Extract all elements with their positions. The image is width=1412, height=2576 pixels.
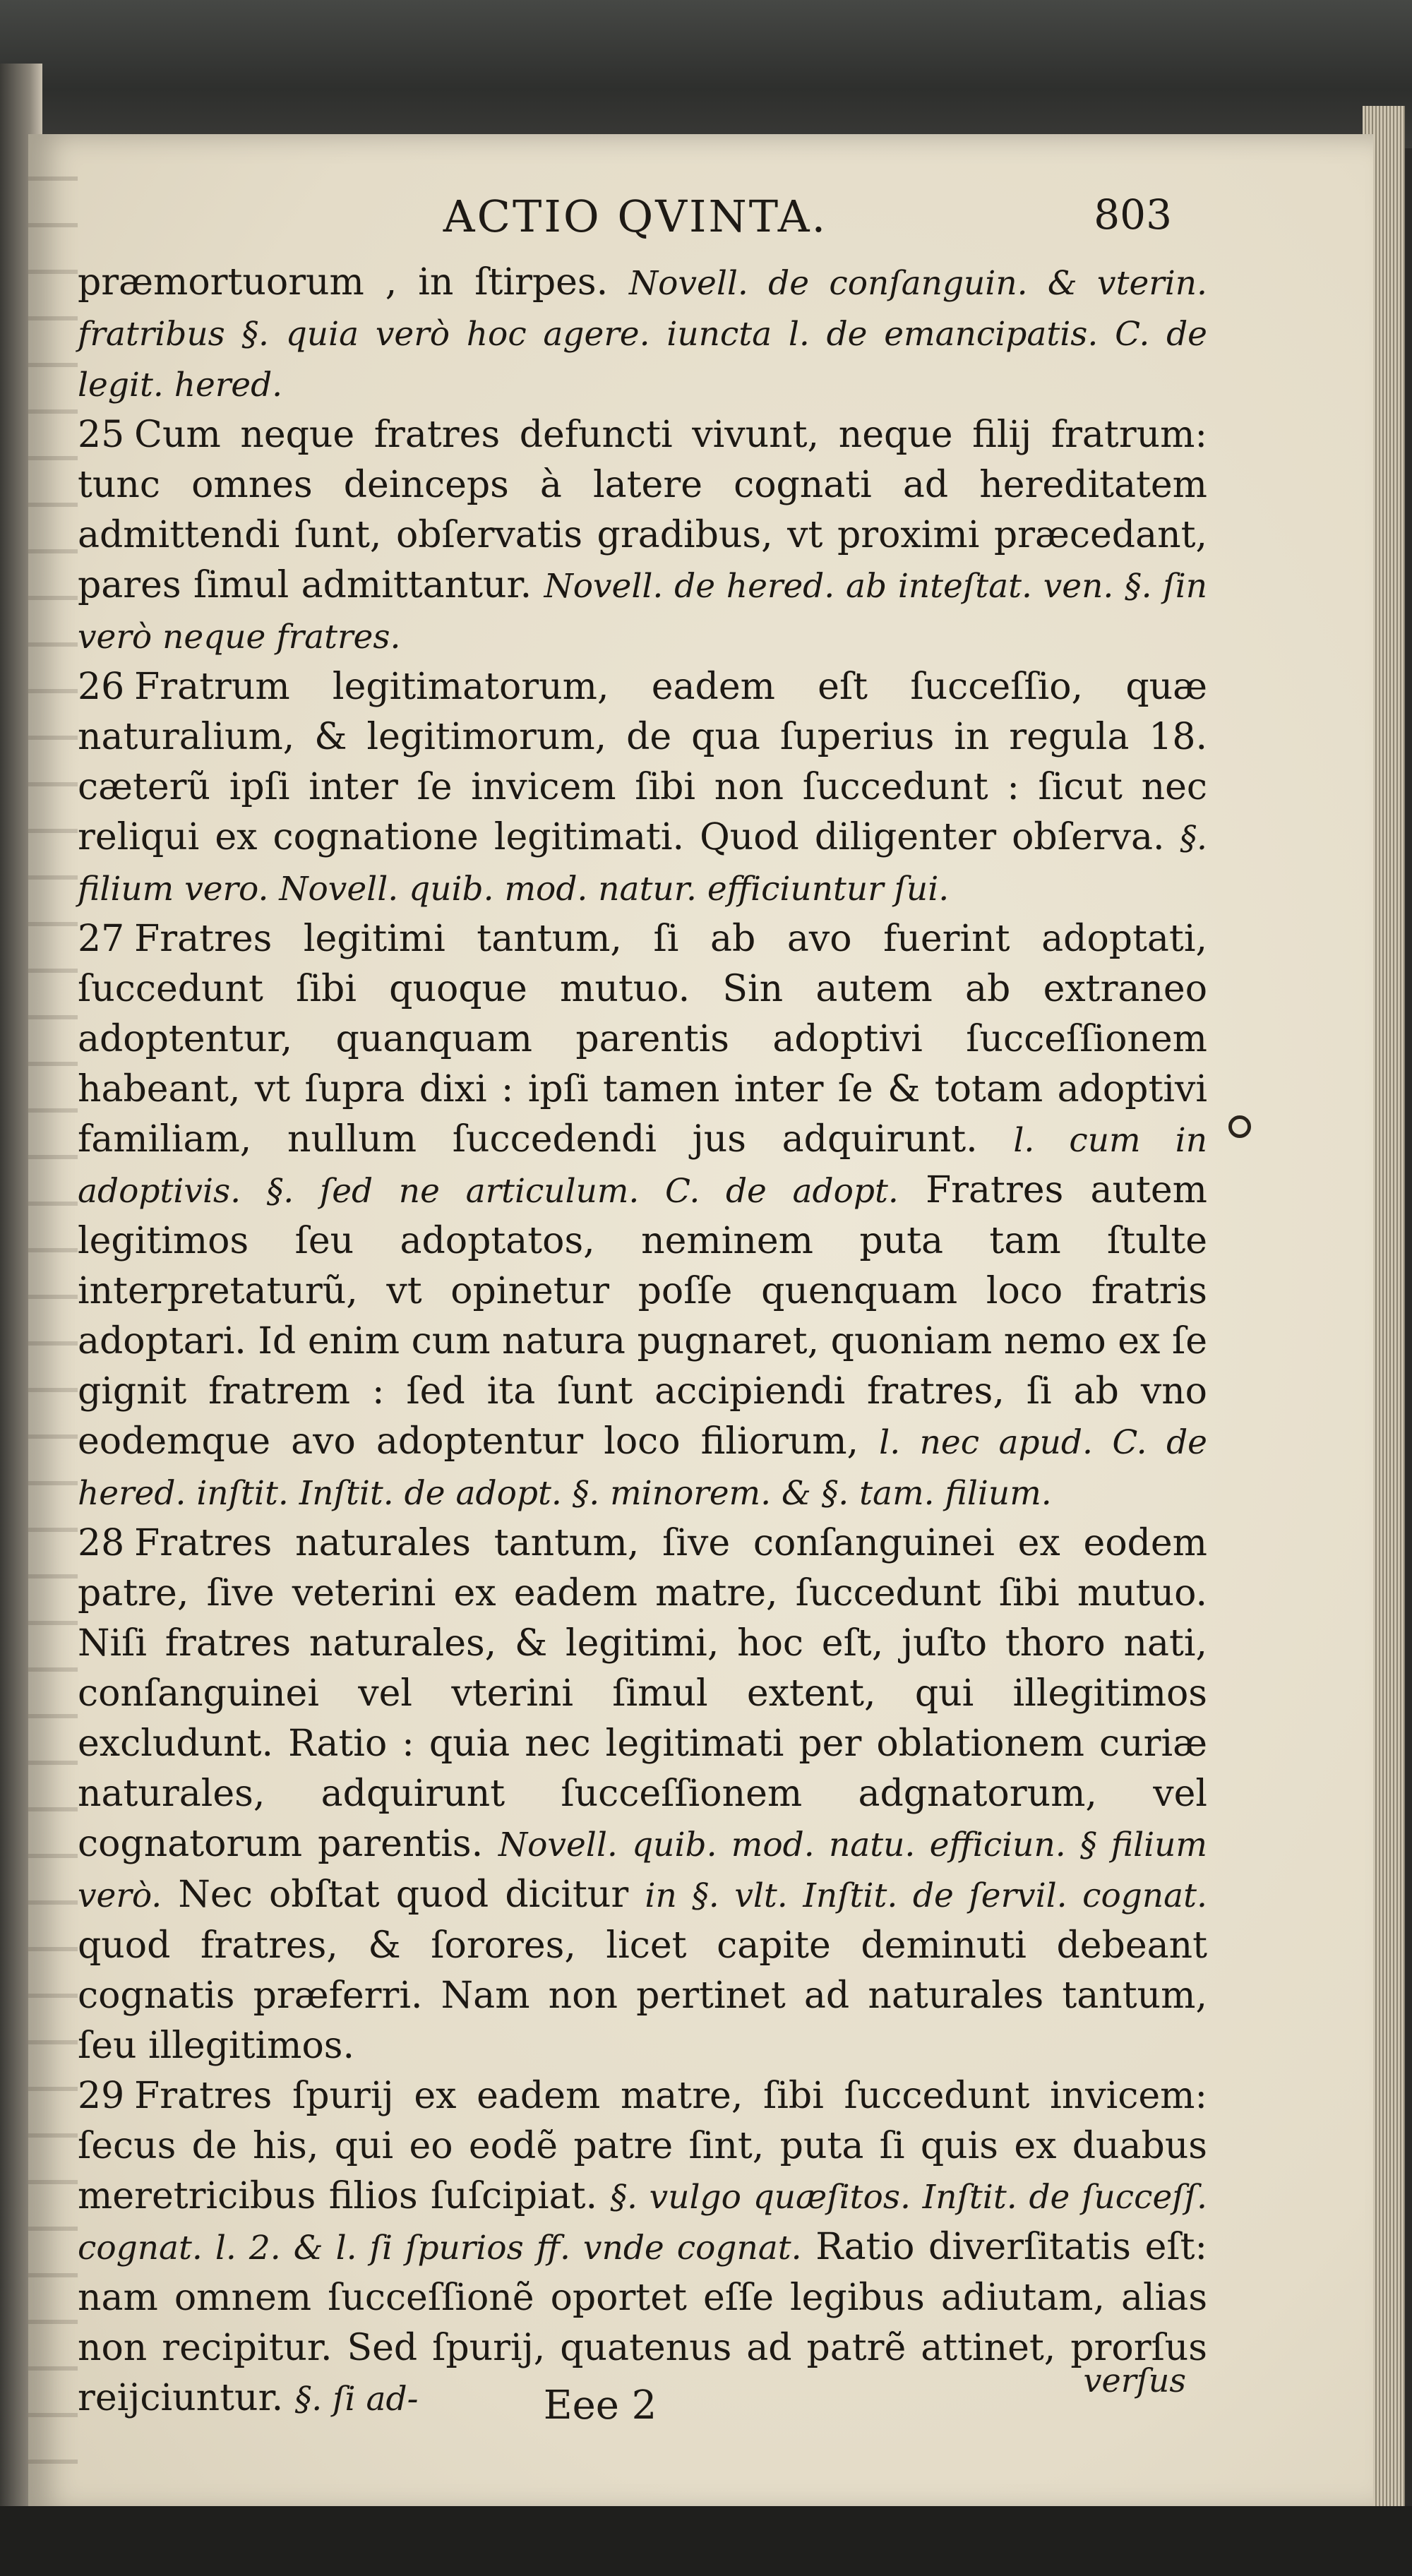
paragraph-text: præmortuorum , in ſtirpes. (78, 261, 630, 304)
paragraph-text: Fratres ſpurij ex eadem matre, ſibi ſuccedunt invicem: ſecus de his, qui eo eodẽ patre ſint, puta ſi quis ex duabus meretricibus filios ſuſcipiat. (78, 2075, 1207, 2217)
legal-citation: l. nec apud. C. de hered. inſtit. Inſtit. de adopt. §. minorem. & §. tam. filium. (78, 1423, 1207, 1513)
page-number: 803 (1094, 191, 1172, 239)
catchword: verſus (1083, 2361, 1186, 2400)
paragraph-26 (78, 662, 1207, 914)
legal-citation: Novell. quib. mod. natu. efficiun. § filium verò. (78, 1826, 1207, 1915)
legal-citation: §. ſi ad- (294, 2380, 419, 2419)
paragraph-number: 28 (78, 1522, 125, 1564)
page-footer (28, 2361, 1373, 2439)
paragraph-25 (78, 410, 1207, 662)
legal-citation: §. vulgo quæſitos. Inſtit. de ſucceſſ. cognat. l. 2. & l. ſi ſpurios ff. vnde cognat. (78, 2178, 1207, 2268)
legal-citation: Novell. de hered. ab inteſtat. ven. §. ſin verò neque fratres. (78, 567, 1208, 657)
legal-citation: in §. vlt. Inſtit. de ſervil. cognat. (645, 1876, 1207, 1915)
paragraph-text: Fratrum legitimatorum, eadem eſt ſucceſſio, quæ naturalium, & legitimorum, de qua ſuperius in regula 18. cæterũ ipſi inter ſe invicem ſibi non ſuccedunt : ſicut nec reliqui ex cognatione legitimati. Quod diligenter obſerva. (78, 666, 1207, 858)
paragraph-29 (78, 2071, 1207, 2424)
legal-citation: Novell. de conſanguin. & vterin. fratribus §. quia verò hoc agere. iuncta l. de emancipatis. C. de legit. hered. (78, 264, 1207, 405)
text-block (78, 258, 1207, 2424)
paragraph-27 (78, 914, 1207, 1518)
margin-circle-mark (1228, 1115, 1251, 1138)
signature-mark: Eee 2 (543, 2383, 657, 2428)
book-page (28, 134, 1373, 2513)
paragraph-text-continued: Fratres autem legitimos ſeu adoptatos, neminem puta tam ſtulte interpretaturũ, vt opinetur poſſe quenquam loco fratris adoptari. Id enim cum natura pugnaret, quoniam nemo ex ſe gignit fratrem : ſed ita ſunt accipiendi fratres, ſi ab vno eodemque avo adoptentur loco filiorum, (78, 1169, 1207, 1463)
paragraph-text: Cum neque fratres defuncti vivunt, neque filij fratrum: tunc omnes deinceps à latere cognati ad hereditatem admittendi ſunt, obſervatis gradibus, vt proximi præcedant, pares ſimul admittantur. (78, 414, 1207, 606)
paragraph-continuation (78, 258, 1207, 410)
scanner-bottom-band (0, 2506, 1412, 2576)
legal-citation: l. cum in adoptivis. §. ſed ne articulum. C. de adopt. (78, 1121, 1207, 1211)
running-head (28, 191, 1373, 247)
paragraph-28 (78, 1518, 1207, 2071)
paragraph-number: 27 (78, 918, 125, 960)
paragraph-text-continued: quod fratres, & ſorores, licet capite deminuti debeant cognatis præferri. Nam non pertinet ad naturales tantum, ſeu illegitimos. (78, 1924, 1207, 2067)
paragraph-text: Fratres naturales tantum, ſive conſanguinei ex eodem patre, ſive veterini ex eadem matre, ſuccedunt ſibi mutuo. Niſi fratres naturales, & legitimi, hoc eſt, juſto thoro nati, conſanguinei vel vterini ſimul extent, qui illegitimos excludunt. Ratio : quia nec legitimati per oblationem curiæ naturales, adquirunt ſucceſſionem adgnatorum, vel cognatorum parentis. (78, 1522, 1207, 1865)
paragraph-text-continued: Nec obſtat quod dicitur (162, 1874, 645, 1916)
paragraph-number: 25 (78, 414, 125, 456)
running-title: ACTIO QVINTA. (443, 191, 828, 242)
scanner-top-band (0, 0, 1412, 148)
legal-citation: §. filium vero. Novell. quib. mod. natur. efficiuntur ſui. (78, 819, 1207, 909)
paragraph-text: Fratres legitimi tantum, ſi ab avo fuerint adoptati, ſuccedunt ſibi quoque mutuo. Sin autem ab extraneo adoptentur, quanquam parentis adoptivi ſucceſſionem habeant, vt ſupra dixi : ipſi tamen inter ſe & totam adoptivi familiam, nullum ſuccedendi jus adquirunt. (78, 918, 1207, 1161)
paragraph-number: 29 (78, 2075, 125, 2117)
paragraph-number: 26 (78, 666, 125, 708)
paragraph-text-continued: Ratio diverſitatis eſt: nam omnem ſucceſſionẽ oportet eſſe legibus adiutam, alias non recipitur. Sed ſpurij, quatenus ad patrẽ attinet, prorſus reijciuntur. (78, 2226, 1207, 2419)
gutter-bleed-through (28, 134, 78, 2513)
